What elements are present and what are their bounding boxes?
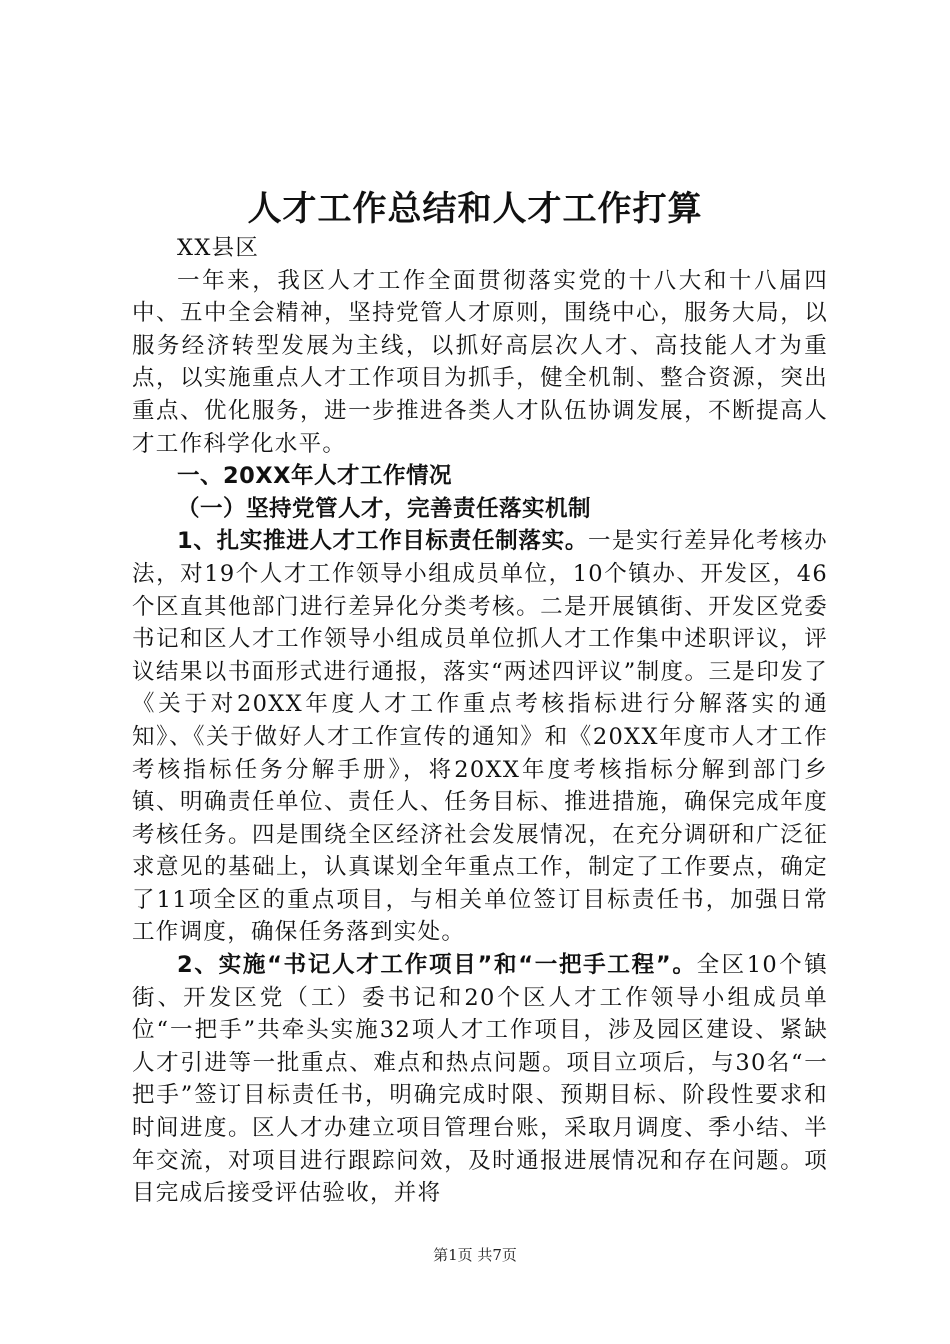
subsection-heading: （一）坚持党管人才，完善责任落实机制 — [177, 495, 592, 522]
page-footer: 第1页 共7页 — [433, 1246, 517, 1264]
item-2-text: 全区10个镇街、开发区党（工）委书记和20个区人才工作领导小组成员单位“一把手”共牵头实施32项人才工作项目，涉及园区建设、紧缺人才引进等一批重点、难点和热点问题。项目立项后，与30名“一把手”签订目标责任书，明确完成时限、预期目标、阶段性要求和时间进度。区人才办建立项目管理台账，采取月调度、季小结、半年交流，对项目进行跟踪问效，及时通报进展情况和存在问题。项目完成后接受评估验收，并将 — [132, 952, 828, 1207]
item-1-title: 1、扎实推进人才工作目标责任制落实。 — [177, 528, 589, 555]
document-title: 人才工作总结和人才工作打算 — [247, 189, 703, 229]
item-1-text: 一是实行差异化考核办法，对19个人才工作领导小组成员单位，10个镇办、开发区，46个区直其他部门进行差异化分类考核。二是开展镇街、开发区党委书记和区人才工作领导小组成员单位抓人才工作集中述职评议，评议结果以书面形式进行通报，落实“两述四评议”制度。三是印发了《关于对20XX年度人才工作重点考核指标进行分解落实的通知》、《关于做好人才工作宣传的通知》和《20XX年度市人才工作考核指标任务分解手册》，将20XX年度考核指标分解到部门乡镇、明确责任单位、责任人、任务目标、推进措施，确保完成年度考核任务。四是围绕全区经济社会发展情况，在充分调研和广泛征求意见的基础上，认真谋划全年重点工作，制定了工作要点，确定了11项全区的重点项目，与相关单位签订目标责任书，加强日常工作调度，确保任务落到实处。 — [132, 528, 828, 946]
author-line: XX县区 — [177, 235, 260, 261]
item-2-paragraph — [132, 949, 828, 1210]
item-2-title: 2、实施“书记人才工作项目”和“一把手工程”。 — [177, 952, 697, 979]
intro-paragraph: 一年来，我区人才工作全面贯彻落实党的十八大和十八届四中、五中全会精神，坚持党管人才原则，围绕中心，服务大局，以服务经济转型发展为主线，以抓好高层次人才、高技能人才为重点，以实施重点人才工作项目为抓手，健全机制、整合资源，突出重点、优化服务，进一步推进各类人才队伍协调发展，不断提高人才工作科学化水平。 — [132, 267, 828, 457]
item-1-paragraph — [132, 525, 828, 949]
section-heading: 一、20XX年人才工作情况 — [177, 463, 453, 490]
document-body — [132, 232, 828, 1210]
